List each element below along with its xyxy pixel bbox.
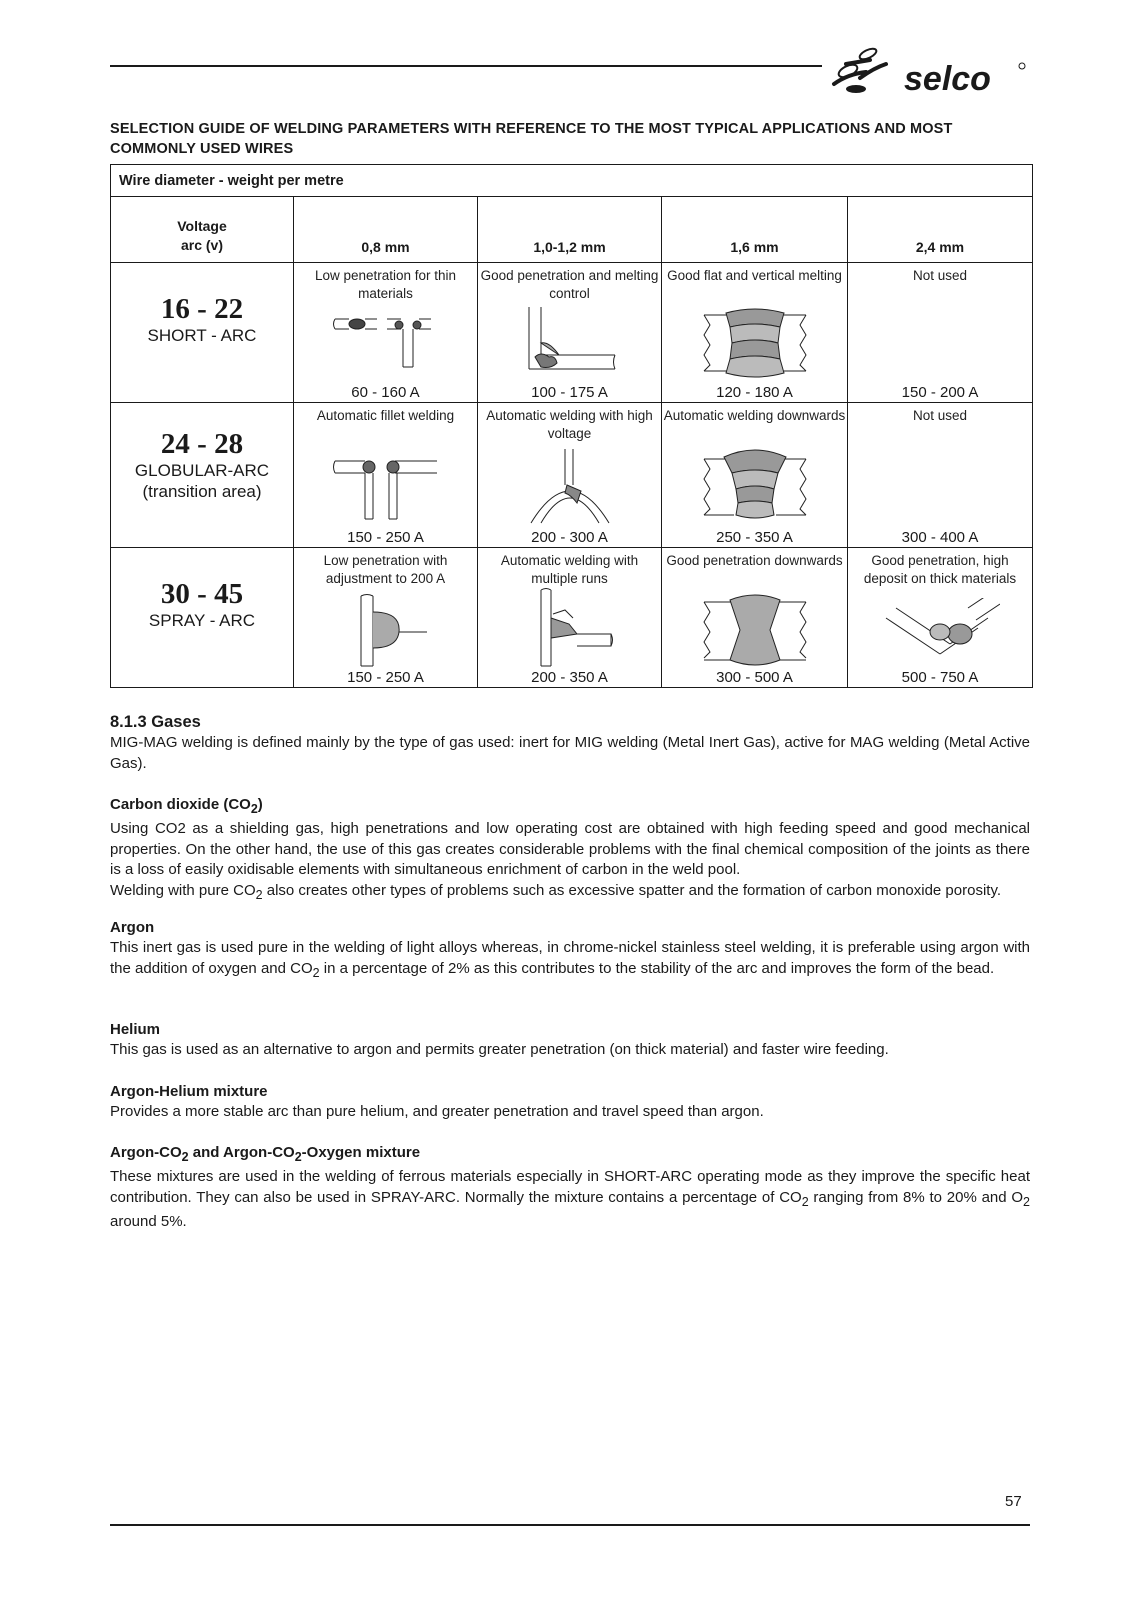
current-range: 300 - 400 A bbox=[901, 529, 979, 546]
co2-heading: Carbon dioxide $(CO_2)$ bbox=[110, 796, 263, 816]
co2-paragraph: Using CO2 as a shielding gas, high penetrations and low operating cost are obtained with high feeding speed and good mechanical properties. On the other hand, the use of this gas creates considerable problems with the final chemical composition of the joints as there is a loss of easily oxidisable elements with simultaneous enrichment of carbon in the weld pool. bbox=[110, 820, 1030, 878]
co2-section bbox=[110, 795, 1030, 905]
current-range: 150 - 200 A bbox=[901, 384, 979, 401]
cell-description: Low penetration for thin materials bbox=[314, 268, 457, 301]
table-cell bbox=[478, 263, 662, 403]
argon-helium-section bbox=[110, 1082, 1030, 1123]
current-range: 120 - 180 A bbox=[716, 384, 793, 401]
current-range: 200 - 350 A bbox=[531, 669, 608, 686]
thin-butt-weld-icon bbox=[331, 307, 441, 377]
argon-helium-paragraph: Provides a more stable arc than pure helium, and greater penetration and travel speed than argon. bbox=[110, 1103, 764, 1120]
voltage-range: 24 - 28 bbox=[160, 428, 244, 460]
current-range: 150 - 250 A bbox=[347, 669, 424, 686]
column-header: 1,0-1,2 mm bbox=[478, 197, 662, 263]
co2-paragraph-2: Welding with pure $CO_2$ also creates other types of problems such as excessive spatter and the formation of carbon monoxide porosity. bbox=[110, 881, 1002, 902]
current-range: 500 - 750 A bbox=[901, 669, 979, 686]
table-cell bbox=[848, 403, 1033, 548]
table-row bbox=[111, 403, 1033, 548]
gases-section bbox=[110, 711, 1030, 774]
page-number: 57 bbox=[1005, 1493, 1022, 1510]
helium-heading: Helium bbox=[110, 1021, 161, 1038]
section-heading: 8.1.3 Gases bbox=[110, 713, 201, 731]
voltage-range: 16 - 22 bbox=[160, 293, 244, 325]
arc-mode: SHORT - ARC bbox=[147, 326, 257, 345]
cell-description: Not used bbox=[912, 408, 968, 423]
multi-run-fillet-icon bbox=[515, 588, 625, 672]
argon-paragraph: This inert gas is used pure in the welding of light alloys whereas, in chrome-nickel stainless steel welding, it is preferable using argon with the addition of oxygen and $CO_2$ in a percentage of 2% as this contributes to the stability of the arc and improves the form of the bead. bbox=[110, 939, 1030, 980]
cell-description: Automatic fillet welding bbox=[316, 408, 455, 423]
helium-paragraph: This gas is used as an alternative to argon and permits greater penetration (on thick material) and faster wire feeding. bbox=[110, 1041, 889, 1058]
voltage-cell bbox=[111, 263, 294, 403]
column-header: 0,8 mm bbox=[294, 197, 478, 263]
argon-heading: Argon bbox=[110, 919, 155, 936]
cell-description: Not used bbox=[912, 268, 968, 283]
table-cell bbox=[478, 403, 662, 548]
table-cell bbox=[294, 263, 478, 403]
argon-co2-paragraph: These mixtures are used in the welding of ferrous materials especially in SHORT-ARC operating mode as they improve the specific heat contribution. They can also be used in SPRAY-ARC. Normally the mixture contains a percentage of $CO_2$ ranging from 8% to 20% and $O_2$ around 5%. bbox=[110, 1168, 1030, 1230]
current-range: 200 - 300 A bbox=[531, 529, 608, 546]
cell-description: Automatic welding with multiple runs bbox=[500, 553, 639, 586]
table-cell bbox=[294, 403, 478, 548]
cell-description: Good penetration downwards bbox=[666, 553, 843, 568]
svg-text:selco: selco bbox=[904, 60, 991, 98]
selco-logo bbox=[826, 44, 1030, 100]
table-cell bbox=[662, 403, 848, 548]
voltage-range: 30 - 45 bbox=[160, 578, 244, 610]
argon-co2-heading: Argon-$CO_2$ and Argon-$CO_2$-Oxygen mixture bbox=[110, 1144, 421, 1164]
arc-mode-note: (transition area) bbox=[142, 482, 262, 501]
cell-description: Good flat and vertical melting bbox=[667, 268, 842, 283]
cell-description: Automatic welding with high voltage bbox=[486, 408, 653, 441]
table-row bbox=[111, 263, 1033, 403]
fillet-weld-icon bbox=[515, 303, 625, 383]
current-range: 60 - 160 A bbox=[351, 384, 420, 401]
table-cell bbox=[662, 263, 848, 403]
cell-description: Good penetration and melting control bbox=[480, 268, 659, 301]
table-cell bbox=[848, 263, 1033, 403]
wire-diameter-header: Wire diameter - weight per metre bbox=[111, 165, 1033, 197]
pipe-weld-icon bbox=[515, 449, 625, 529]
page-title: SELECTION GUIDE OF WELDING PARAMETERS WITH REFERENCE TO THE MOST TYPICAL APPLICATIONS AND MOST COMMONLY USED WIRES bbox=[110, 121, 953, 157]
table-row bbox=[111, 548, 1033, 688]
current-range: 250 - 350 A bbox=[716, 529, 793, 546]
table-cell bbox=[662, 548, 848, 688]
header-rule bbox=[110, 65, 822, 67]
argon-helium-heading: Argon-Helium mixture bbox=[110, 1083, 268, 1100]
voltage-header: Voltage arc (v) bbox=[111, 197, 294, 263]
tee-fillet-weld-icon bbox=[331, 447, 441, 527]
current-range: 150 - 250 A bbox=[347, 529, 424, 546]
voltage-cell bbox=[111, 403, 294, 548]
arc-mode: GLOBULAR-ARC bbox=[134, 461, 270, 480]
table-cell bbox=[478, 548, 662, 688]
table-cell bbox=[848, 548, 1033, 688]
argon-co2-section bbox=[110, 1143, 1030, 1233]
current-range: 300 - 500 A bbox=[716, 669, 793, 686]
multi-pass-butt-weld-icon bbox=[700, 307, 810, 379]
table-cell bbox=[294, 548, 478, 688]
column-header: 2,4 mm bbox=[848, 197, 1033, 263]
thick-plate-weld-icon bbox=[880, 598, 1000, 668]
argon-section bbox=[110, 918, 1030, 983]
footer-rule bbox=[110, 1524, 1030, 1526]
current-range: 100 - 175 A bbox=[531, 384, 608, 401]
column-header: 1,6 mm bbox=[662, 197, 848, 263]
arc-mode: SPRAY - ARC bbox=[148, 611, 256, 630]
voltage-cell bbox=[111, 548, 294, 688]
multi-pass-weld-icon bbox=[700, 449, 810, 523]
gases-intro: MIG-MAG welding is defined mainly by the type of gas used: inert for MIG welding (Metal Inert Gas), active for MAG welding (Metal Active Gas). bbox=[110, 734, 1030, 772]
deep-penetration-weld-icon bbox=[700, 594, 810, 668]
cell-description: Good penetration, high deposit on thick materials bbox=[863, 553, 1017, 586]
welding-parameters-table bbox=[110, 164, 1033, 688]
cell-description: Low penetration with adjustment to 200 A bbox=[323, 553, 448, 586]
helium-section bbox=[110, 1020, 1030, 1061]
tee-joint-weld-icon bbox=[331, 592, 441, 670]
cell-description: Automatic welding downwards bbox=[663, 408, 846, 423]
